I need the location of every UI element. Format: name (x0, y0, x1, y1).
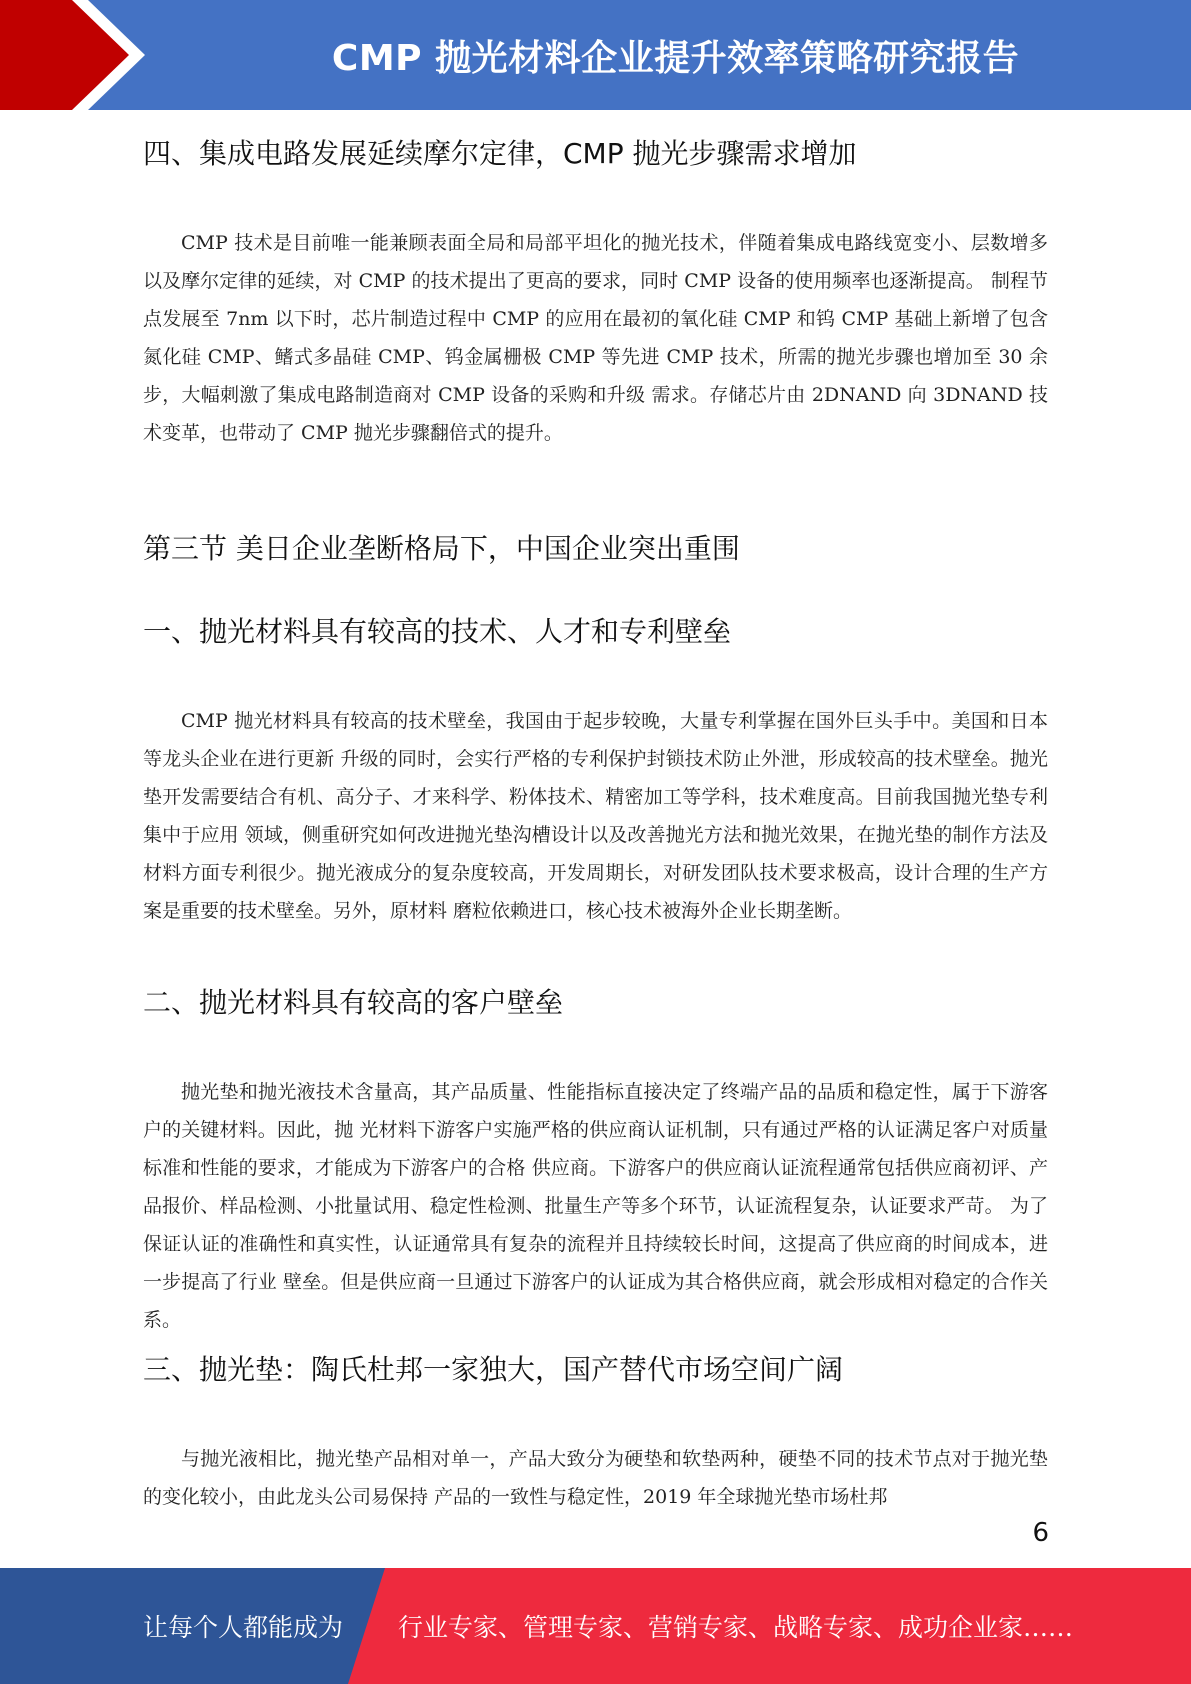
page-footer (0, 1568, 1191, 1684)
section-paragraph: 抛光垫和抛光液技术含量高，其产品质量、性能指标直接决定了终端产品的品质和稳定性，属于下游客户的关键材料。因此，抛 光材料下游客户实施严格的供应商认证机制，只有通过严格的认证满足客户对质量标准和性能的要求，才能成为下游客户的合格 供应商。下游客户的供应商认证流程通常包括供应商初评、产品报价、样品检测、小批量试用、稳定性检测、批量生产等多个环节，认证流程复杂，认证要求严苛。 为了保证认证的准确性和真实性，认证通常具有复杂的流程并且持续较长时间，这提高了供应商的时间成本，进一步提高了行业 壁垒。但是供应商一旦通过下游客户的认证成为其合格供应商，就会形成相对稳定的合作关系。 (143, 1081, 1048, 1331)
section-heading: 一、抛光材料具有较高的技术、人才和专利壁垒 (143, 615, 732, 648)
section-tech-barriers (143, 612, 1048, 930)
header-arrow-decoration (0, 0, 150, 110)
section-heading: 四、集成电路发展延续摩尔定律，CMP 抛光步骤需求增加 (143, 137, 857, 170)
section-chapter-three (143, 529, 1048, 569)
page-number: 6 (1032, 1518, 1049, 1548)
footer-slogan-left: 让每个人都能成为 (143, 1613, 344, 1642)
report-title: CMP 抛光材料企业提升效率策略研究报告 (331, 37, 1020, 79)
section-paragraph: CMP 抛光材料具有较高的技术壁垒，我国由于起步较晚，大量专利掌握在国外巨头手中。美国和日本等龙头企业在进行更新 升级的同时，会实行严格的专利保护封锁技术防止外泄，形成较高的技术壁垒。抛光垫开发需要结合有机、高分子、才来科学、粉体技术、精密加工等学科，技术难度高。目前我国抛光垫专利集中于应用 领域，侧重研究如何改进抛光垫沟槽设计以及改善抛光方法和抛光效果，在抛光垫的制作方法及材料方面专利很少。抛光液成分的复杂度较高，开发周期长，对研发团队技术要求极高，设计合理的生产方案是重要的技术壁垒。另外，原材料 磨粒依赖进口，核心技术被海外企业长期垄断。 (143, 710, 1048, 922)
footer-slogan-right: 行业专家、管理专家、营销专家、战略专家、成功企业家…… (398, 1613, 1074, 1642)
section-customer-barriers (143, 983, 1048, 1339)
section-paragraph: CMP 技术是目前唯一能兼顾表面全局和局部平坦化的抛光技术，伴随着集成电路线宽变小、层数增多以及摩尔定律的延续，对 CMP 的技术提出了更高的要求，同时 CMP 设备的使用频率也逐渐提高。 制程节点发展至 7nm 以下时，芯片制造过程中 CMP 的应用在最初的氧化硅 CMP 和钨 CMP 基础上新增了包含氮化硅 CMP、鳍式多晶硅 CMP、钨金属栅极 CMP 等先进 CMP 技术，所需的抛光步骤也增加至 30 余步，大幅刺激了集成电路制造商对 CMP 设备的采购和升级 需求。存储芯片由 2DNAND 向 3DNAND 技术变革，也带动了 CMP 抛光步骤翻倍式的提升。 (143, 232, 1048, 444)
page-header (0, 0, 1191, 110)
section-paragraph: 与抛光液相比，抛光垫产品相对单一，产品大致分为硬垫和软垫两种，硬垫不同的技术节点对于抛光垫的变化较小，由此龙头公司易保持 产品的一致性与稳定性，2019 年全球抛光垫市场杜邦 (143, 1448, 1048, 1508)
chapter-heading: 第三节 美日企业垄断格局下，中国企业突出重围 (143, 532, 740, 565)
section-heading: 三、抛光垫：陶氏杜邦一家独大，国产替代市场空间广阔 (143, 1353, 844, 1386)
section-polishing-pad (143, 1350, 1048, 1516)
section-heading: 二、抛光材料具有较高的客户壁垒 (143, 986, 564, 1019)
section-moores-law (143, 134, 1048, 452)
